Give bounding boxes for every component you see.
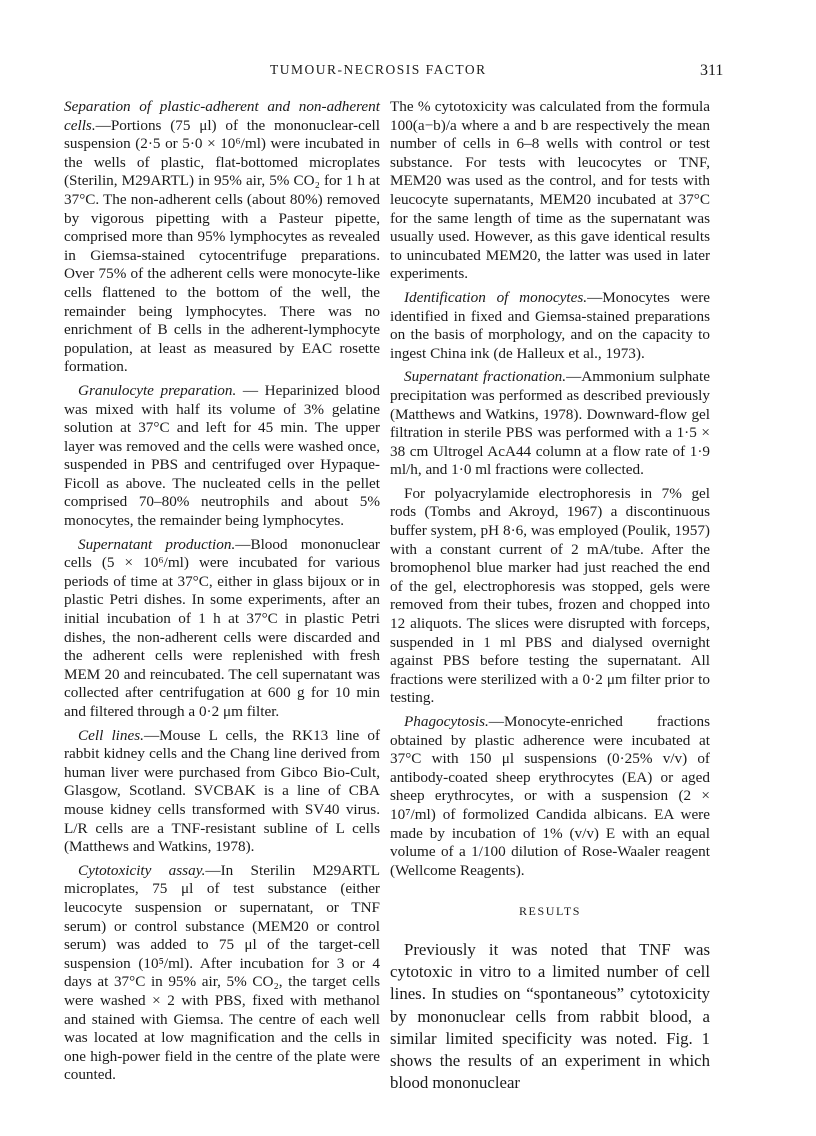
paragraph-text: —In Sterilin M29ARTL microplates, 75 μl of test substance (either leucocyte suspension or supernatant, or TNF serum) or control substance (MEM20 or control serum) was added to 75 μl of the target-cell suspension (10⁵/ml). After incubation for 3 or 4 days at 37°C in 95% air, 5% CO₂, the target cells were washed × 2 with PBS, fixed with methanol and stained with Giemsa. The centre of each well was located at low magnification and the cells in one high-power field in the centre of the plate were counted. bbox=[64, 861, 380, 1084]
runin-heading: Phagocytosis. bbox=[404, 713, 489, 730]
paragraph-text: —Monocytes were identified in fixed and Giemsa-stained preparations on the basis of morphology, and on the capacity to ingest China ink (de Halleux et al., 1973). bbox=[390, 288, 711, 362]
runin-heading: Cell lines. bbox=[78, 726, 144, 744]
runin-heading: Identification of monocytes. bbox=[404, 288, 588, 306]
runin-heading: Separation of plastic-adherent and non-adherent cells. bbox=[64, 98, 380, 134]
paragraph-separation bbox=[64, 98, 380, 377]
running-header bbox=[0, 62, 816, 86]
paragraph-fractionation bbox=[390, 368, 710, 480]
right-column bbox=[390, 98, 710, 1099]
paragraph-text: The % cytotoxicity was calculated from the formula 100(a−b)/a where a and b are respectively the mean number of cells in 6–8 wells with control or test substance. For tests with leucocytes or TNF, MEM20 was used as the control, and for tests with leucocyte supernatants, MEM20 incubated at 37°C for the same length of time as the supernatant was usually used. However, as this gave identical results to unincubated MEM20, the latter was used in later experiments. bbox=[390, 98, 710, 283]
paragraph-text: — Heparinized blood was mixed with half its volume of 3% gelatine solution at 37°C and left for 45 min. The upper layer was removed and the cells were washed once, suspended in PBS and centrifuged over Hypaque-Ficoll as above. The nucleated cells in the pellet comprised 70–80% neutrophils and about 5% monocytes, the remainder being lymphocytes. bbox=[64, 381, 380, 530]
page-number: 311 bbox=[700, 62, 724, 79]
paragraph-text: For polyacrylamide electrophoresis in 7% gel rods (Tombs and Akroyd, 1967) a discontinuous buffer system, pH 8·6, was employed (Poulik, 1957) with a constant current of 2 mA/tube. After the bromophenol blue marker had just reached the end of the gel, electrophoresis was stopped, gels were removed from their tubes, frozen and chopped into 12 aliquots. The slices were disrupted with forceps, suspended in 1 ml PBS and dialysed overnight against PBS before testing the supernatant. All fractions were sterilized with a 0·2 μm filter prior to testing. bbox=[390, 484, 710, 707]
paragraph-electrophoresis bbox=[390, 485, 710, 708]
left-column bbox=[64, 98, 380, 1090]
runin-heading: Granulocyte preparation. bbox=[78, 381, 237, 399]
paragraph-cytotoxicity-assay bbox=[64, 862, 380, 1085]
paragraph-phagocytosis bbox=[390, 713, 710, 880]
paragraph-cytotoxicity-formula bbox=[390, 98, 710, 284]
paragraph-text: —Mouse L cells, the RK13 line of rabbit kidney cells and the Chang line derived from human liver were purchased from Gibco Bio-Cult, Glasgow, Scotland. SVCBAK is a line of CBA mouse kidney cells transformed with SV40 virus. L/R cells are a TNF-resistant subline of L cells (Matthews and Watkins, 1978). bbox=[64, 726, 381, 856]
results-heading: RESULTS bbox=[518, 904, 582, 919]
runin-heading: Supernatant production. bbox=[78, 535, 236, 553]
paragraph-text: —Ammonium sulphate precipitation was performed as described previously (Matthews and Watkins, 1978). Downward-flow gel filtration in sterile PBS was performed with a 1·5 × 38 cm Ultrogel AcA44 column at a flow rate of 1·9 ml/h, and 1·0 ml fractions were collected. bbox=[390, 368, 710, 479]
paragraph-text: —Monocyte-enriched fractions obtained by plastic adherence were incubated at 37°C with 150 μl suspensions (0·25% v/v) of antibody-coated sheep erythrocytes (EA) or aged sheep erythrocytes, or with a suspension (2 × 10⁷/ml) of formolized Candida albicans. EA were made by incubation of 1% (v/v) E with an equal volume of a 1/100 dilution of Rose-Waaler reagent (Wellcome Reagents). bbox=[390, 713, 710, 879]
running-title: TUMOUR-NECROSIS FACTOR bbox=[270, 62, 487, 77]
runin-heading: Cytotoxicity assay. bbox=[78, 861, 206, 879]
paragraph-identification bbox=[390, 289, 710, 363]
paragraph-text: —Portions (75 μl) of the mononuclear-cell suspension (2·5 or 5·0 × 10⁶/ml) were incubated in the wells of plastic, flat-bottomed microplates (Sterilin, M29ARTL) in 95% air, 5% CO₂ for 1 h at 37°C. The non-adherent cells (about 80%) removed by vigorous pipetting with a Pasteur pipette, comprised more than 95% lymphocytes as revealed in Giemsa-stained cytocentrifuge preparations. Over 75% of the adherent cells were monocyte-like cells flattened to the bottom of the well, the remainder being lymphocytes. There was no enrichment of B cells in the adherent-lymphocyte population, at least as measured by EAC rosette formation. bbox=[64, 116, 380, 376]
paragraph-supernatant-production bbox=[64, 536, 380, 722]
runin-heading: Supernatant fractionation. bbox=[404, 368, 567, 386]
paragraph-granulocyte bbox=[64, 382, 380, 531]
results-paragraph: Previously it was noted that TNF was cytotoxic in vitro to a limited number of cell lines. In studies on “spontaneous” cytotoxicity by mononuclear cells from rabbit blood, a similar limited specificity was noted. Fig. 1 shows the results of an experiment in which blood mononuclear bbox=[390, 939, 710, 1093]
paragraph-text: —Blood mononuclear cells (5 × 10⁶/ml) were incubated for various periods of time at 37°C, either in glass bijoux or in plastic Petri dishes. In some experiments, after an initial incubation of 1 h at 37°C in plastic Petri dishes, the non-adherent cells were discarded and the adherent cells were replenished with fresh MEM 20 and reincubated. The cell supernatant was collected after centrifugation at 600 g for 10 min and filtered through a 0·2 μm filter. bbox=[64, 535, 380, 720]
paragraph-cell-lines bbox=[64, 727, 380, 857]
